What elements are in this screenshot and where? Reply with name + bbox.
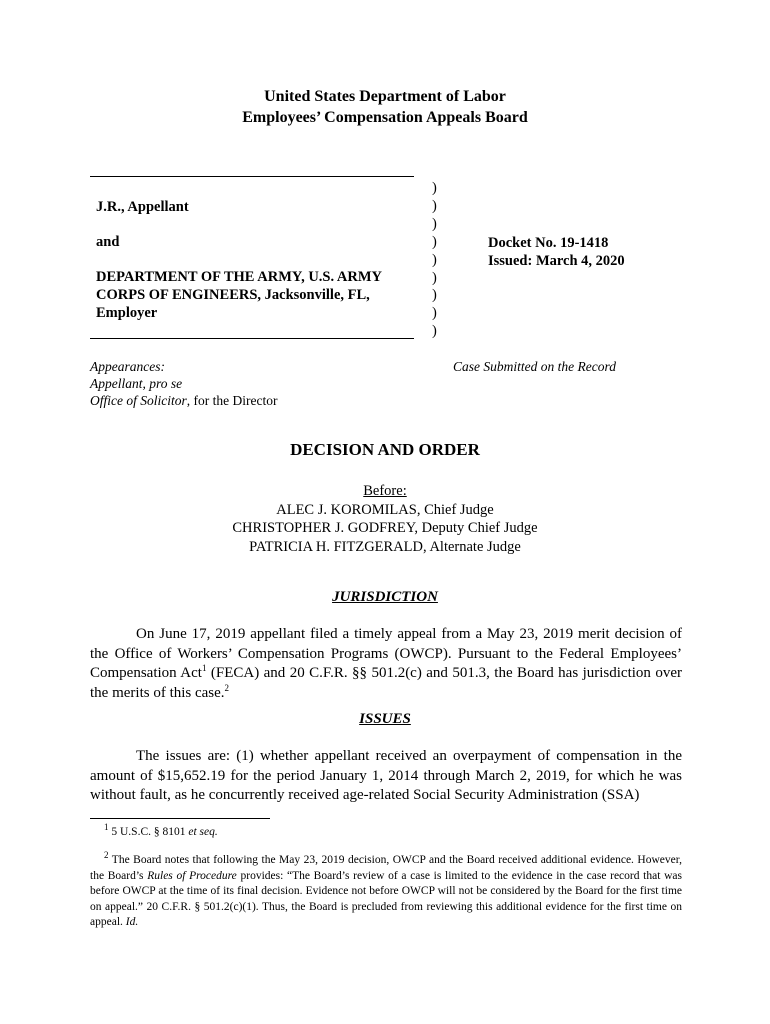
board-title: Employees’ Compensation Appeals Board xyxy=(242,109,528,126)
jurisdiction-heading: JURISDICTION xyxy=(332,589,438,605)
caption-top-rule xyxy=(90,176,414,177)
paren: ) xyxy=(432,269,437,286)
footnote-1: $^1$ 5 U.S.C. § 8101 et seq. xyxy=(104,822,218,838)
caption-bottom-rule xyxy=(90,338,414,339)
judges-panel xyxy=(0,482,770,556)
appearances-label: Appearances: xyxy=(90,359,165,374)
jurisdiction-paragraph: On June 17, 2019 appellant filed a timely appeal from a May 23, 2019 merit decision of the Office of Workers’ Compensation Programs (OWCP). Pursuant to the Federal Employees’ Compensation Act$^1$ (FECA) and 20 C.F.R. §§ 501.2(c) and 501.3, the Board has jurisdiction over the merits of this case.$^2$ xyxy=(90,626,683,701)
issued-date: Issued: March 4, 2020 xyxy=(488,253,625,269)
footnote-rule xyxy=(90,818,270,819)
caption-parentheses xyxy=(432,180,442,341)
docket-number: Docket No. 19-1418 xyxy=(488,235,609,251)
paren: ) xyxy=(432,233,437,250)
before-label: Before: xyxy=(363,483,407,499)
paren: ) xyxy=(432,251,437,268)
footnote-2: $^2$ The Board notes that following the May 23, 2019 decision, OWCP and the Board received additional evidence. However, the Board’s Rules of Procedure provides: “The Board’s review of a case is limited to the evidence in the case record that was before OWCP at the time of its final decision. Evidence not before OWCP will not be considered by the Board for the first time on appeal.” 20 C.F.R. § 501.2(c)(1). Thus, the Board is precluded from reviewing this additional evidence for the first time on appeal. Id. xyxy=(90,850,683,929)
judge-3: PATRICIA H. FITZGERALD, Alternate Judge xyxy=(249,538,521,555)
appearances xyxy=(90,358,277,409)
paren: ) xyxy=(432,197,437,214)
appellant-name: J.R., Appellant xyxy=(96,199,189,215)
paren: ) xyxy=(432,180,437,196)
paren: ) xyxy=(432,287,437,304)
employer-line-3: Employer xyxy=(96,305,158,321)
employer-line-2: CORPS OF ENGINEERS, Jacksonville, FL, xyxy=(96,287,370,303)
caption-and: and xyxy=(96,234,120,250)
appellant-appearance: Appellant, pro se xyxy=(90,376,183,391)
employer-line-1: DEPARTMENT OF THE ARMY, U.S. ARMY xyxy=(96,269,383,285)
issues-paragraph: The issues are: (1) whether appellant received an overpayment of compensation in the amount of $15,652.19 for the period January 1, 2014 through March 2, 2019, for which he was without fault, as he concurrently received age-related Social Security Administration (SSA) xyxy=(90,748,682,803)
footnote-ref-2[interactable]: 2 xyxy=(224,682,230,693)
employer-name xyxy=(96,268,414,322)
decision-title: DECISION AND ORDER xyxy=(290,440,480,459)
footnote-2-number: 2 xyxy=(104,850,109,861)
paren: ) xyxy=(432,215,437,232)
footnote-1-number: 1 xyxy=(104,822,109,833)
judge-2: CHRISTOPHER J. GODFREY, Deputy Chief Judge xyxy=(232,520,538,536)
paren: ) xyxy=(432,305,437,322)
case-submitted-note: Case Submitted on the Record xyxy=(453,359,616,374)
issues-heading: ISSUES xyxy=(359,711,411,727)
paren: ) xyxy=(432,323,437,340)
solicitor-appearance: Office of Solicitor, for the Director xyxy=(90,393,278,408)
judge-1: ALEC J. KOROMILAS, Chief Judge xyxy=(276,501,494,518)
footnote-ref-1[interactable]: 1 xyxy=(201,663,207,673)
docket-info xyxy=(488,234,625,270)
agency-title: United States Department of Labor xyxy=(264,88,506,105)
